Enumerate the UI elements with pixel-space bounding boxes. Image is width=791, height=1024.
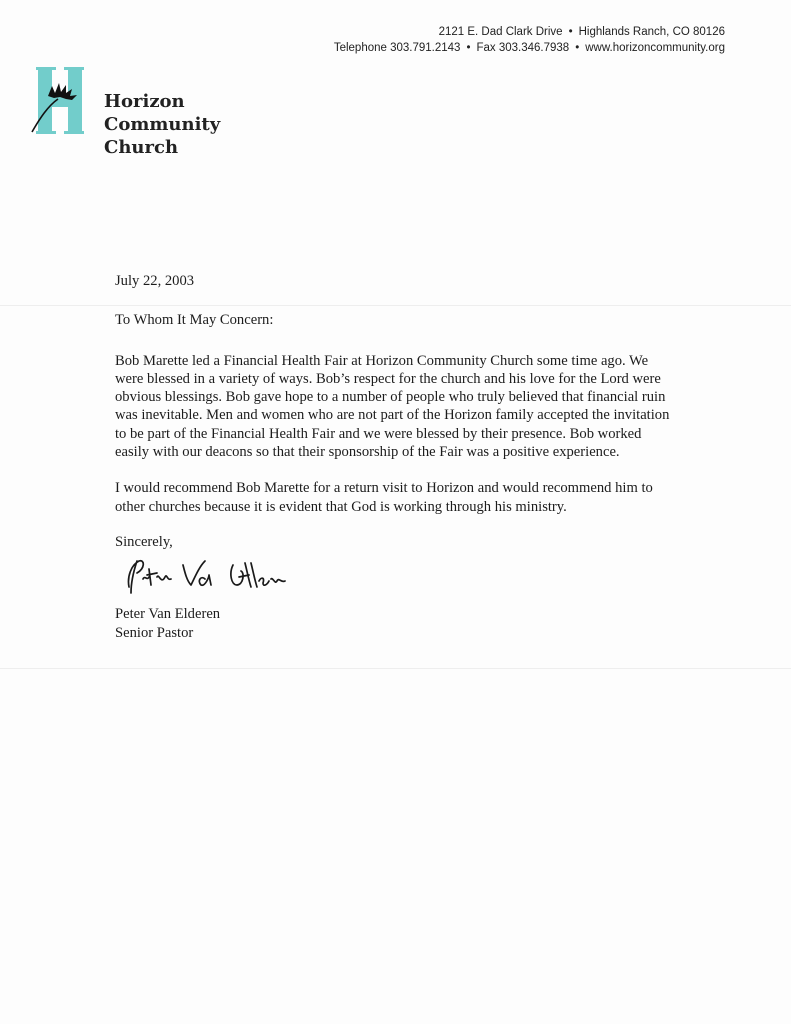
fax: Fax 303.346.7938 <box>476 42 570 54</box>
horizon-h-sunburst-logo-icon <box>30 66 100 136</box>
signer-title: Senior Pastor <box>115 624 194 641</box>
address-line-2 <box>334 40 725 56</box>
church-name-line-2: Community <box>104 114 221 135</box>
letter-date: July 22, 2003 <box>115 273 195 289</box>
city-state-zip: Highlands Ranch, CO 80126 <box>578 26 725 38</box>
website: www.horizoncommunity.org <box>585 42 725 54</box>
church-name <box>104 90 220 159</box>
letterhead-address <box>334 24 725 56</box>
church-logo <box>30 66 220 166</box>
salutation: To Whom It May Concern: <box>115 312 274 329</box>
paragraph-1: Bob Marette led a Financial Health Fair at Horizon Community Church some time ago. We were blessed in a variety of ways. Bob’s respect for the church and his love for the Lord were obvious blessings. Bob gave hope to a number of people who truly believed that financial ruin was inevitable. Men and women who are not part of the Horizon family accepted the invitation to be part of the Financial Health Fair and we were blessed by their presence. Bob worked easily with our deacons so that their sponsorship of the Fair was a positive experience. <box>115 352 670 461</box>
paragraph-2: I would recommend Bob Marette for a return visit to Horizon and would recommend him to other churches because it is evident that God is working through his ministry. <box>115 480 653 515</box>
bullet-separator: • <box>575 42 580 54</box>
bullet-separator: • <box>568 26 573 38</box>
bullet-separator: • <box>466 42 471 54</box>
signer-name: Peter Van Elderen <box>115 606 221 623</box>
church-name-line-3: Church <box>104 137 179 158</box>
telephone: Telephone 303.791.2143 <box>333 42 461 54</box>
address-line-1 <box>334 24 725 40</box>
street-address: 2121 E. Dad Clark Drive <box>438 26 563 38</box>
letter-body <box>115 272 675 642</box>
signature <box>121 551 675 605</box>
scan-artifact-line <box>0 668 791 669</box>
closing: Sincerely, <box>115 533 173 550</box>
handwritten-signature-icon <box>121 551 321 601</box>
church-name-line-1: Horizon <box>104 91 185 112</box>
